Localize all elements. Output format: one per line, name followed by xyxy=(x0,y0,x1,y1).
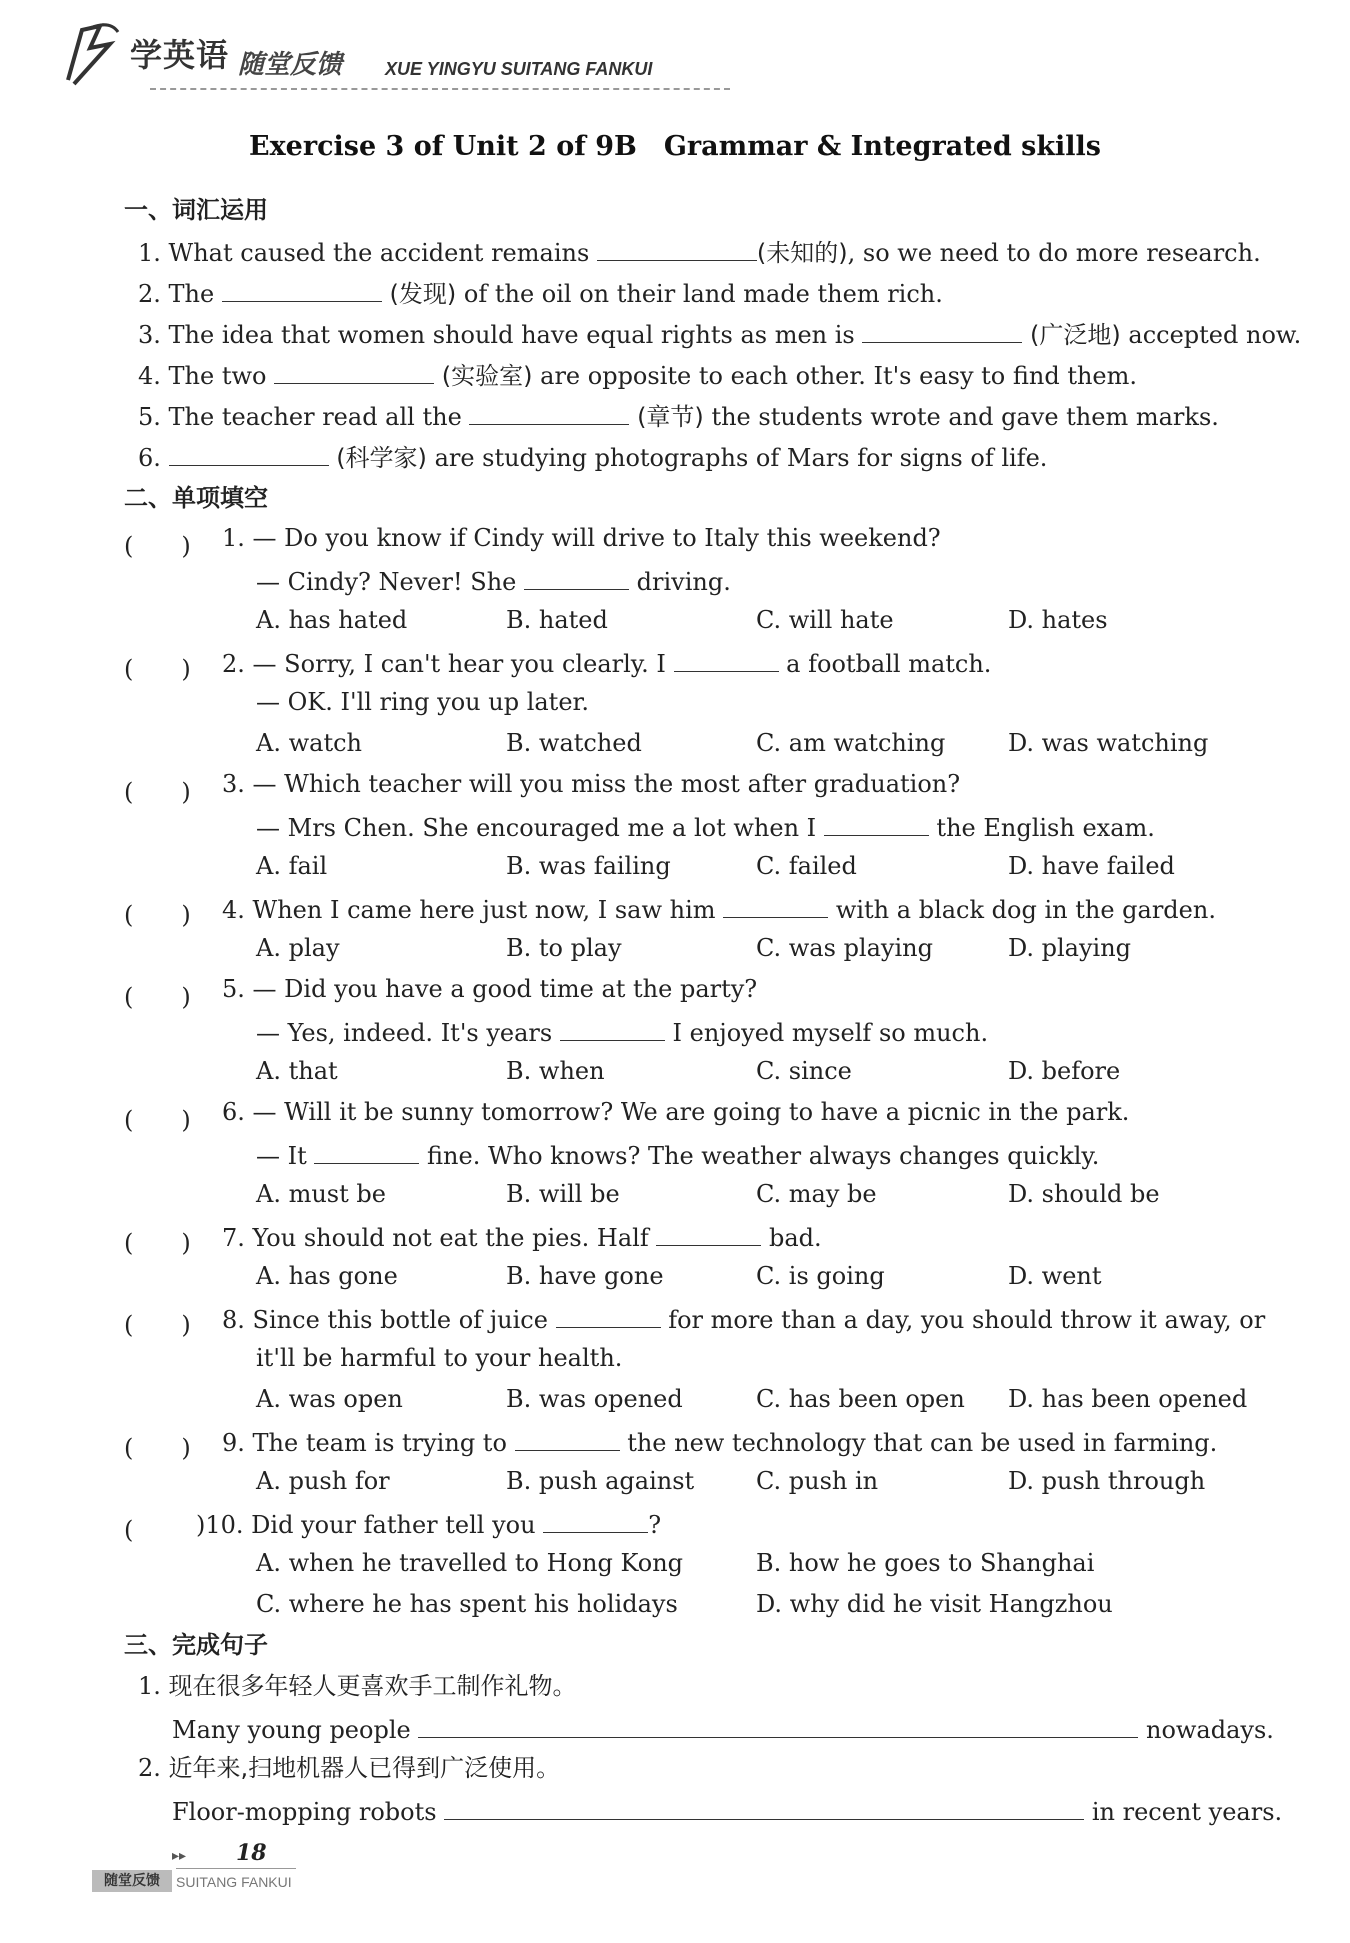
option-a: A. fail xyxy=(256,852,328,880)
item-number: 5. xyxy=(138,403,161,431)
vocab-item-5 xyxy=(138,402,1219,429)
option-c: C. where he has spent his holidays xyxy=(256,1590,678,1618)
question-text: bad. xyxy=(768,1224,822,1252)
question-text: a football match. xyxy=(786,650,992,678)
option-a: A. was open xyxy=(256,1385,403,1413)
item-number: 6. xyxy=(138,444,161,472)
question-text: — Cindy? Never! She xyxy=(256,568,517,596)
option-c: C. failed xyxy=(756,852,857,880)
answer-blank[interactable] xyxy=(656,1223,761,1246)
header-banner xyxy=(60,14,680,94)
item-text: the students wrote and gave them marks. xyxy=(711,403,1219,431)
translation-item-2 xyxy=(138,1756,560,1780)
footer-badge: 随堂反馈 xyxy=(92,1870,172,1892)
answer-blank[interactable] xyxy=(824,813,929,836)
option-c: C. push in xyxy=(756,1467,879,1495)
answer-blank[interactable] xyxy=(556,1305,661,1328)
question-1-line2 xyxy=(256,567,731,594)
option-d: D. before xyxy=(1008,1057,1121,1085)
question-number: 2. xyxy=(222,650,245,678)
header-divider xyxy=(150,88,730,90)
answer-paren[interactable]: ( ) xyxy=(124,1229,191,1257)
option-d: D. went xyxy=(1008,1262,1102,1290)
question-number: 9. xyxy=(222,1429,245,1457)
section3-heading: 三、完成句子 xyxy=(124,1631,268,1659)
question-number: 6. xyxy=(222,1098,245,1126)
question-6-line2 xyxy=(256,1141,1099,1168)
translation-item-1 xyxy=(138,1674,577,1698)
item-hint: (科学家) xyxy=(336,444,427,472)
option-a: A. when he travelled to Hong Kong xyxy=(256,1549,684,1577)
question-number: )10. xyxy=(196,1511,244,1539)
question-number: 4. xyxy=(222,896,245,924)
question-2-line2: — OK. I'll ring you up later. xyxy=(256,688,589,716)
question-text: — Mrs Chen. She encouraged me a lot when I xyxy=(256,814,817,842)
item-hint: (广泛地) xyxy=(1030,321,1121,349)
option-d: D. have failed xyxy=(1008,852,1175,880)
item-text: , so we need to do more research. xyxy=(847,239,1261,267)
option-b: B. was opened xyxy=(506,1385,683,1413)
option-a: A. that xyxy=(256,1057,338,1085)
question-text: with a black dog in the garden. xyxy=(835,896,1216,924)
option-b: B. was failing xyxy=(506,852,671,880)
footer-divider xyxy=(176,1868,296,1869)
answer-paren[interactable]: ( xyxy=(124,1516,182,1544)
answer-blank[interactable] xyxy=(222,279,382,302)
item-text: The idea that women should have equal rights as men is xyxy=(168,321,855,349)
option-d: D. has been opened xyxy=(1008,1385,1248,1413)
question-number: 7. xyxy=(222,1224,245,1252)
question-5 xyxy=(222,977,757,1001)
question-text: I enjoyed myself so much. xyxy=(672,1019,989,1047)
question-number: 8. xyxy=(222,1306,245,1334)
answer-blank[interactable] xyxy=(723,895,828,918)
option-a: A. must be xyxy=(256,1180,386,1208)
option-a: A. has gone xyxy=(256,1262,398,1290)
answer-blank[interactable] xyxy=(418,1715,1138,1738)
option-a: A. watch xyxy=(256,729,362,757)
answer-paren[interactable]: ( ) xyxy=(124,1106,191,1134)
option-d: D. push through xyxy=(1008,1467,1206,1495)
vocab-item-1 xyxy=(138,238,1261,265)
answer-blank[interactable] xyxy=(524,567,629,590)
item-text: of the oil on their land made them rich. xyxy=(463,280,943,308)
question-text: the new technology that can be used in farming. xyxy=(627,1429,1218,1457)
option-b: B. have gone xyxy=(506,1262,664,1290)
question-text: You should not eat the pies. Half xyxy=(252,1224,649,1252)
answer-paren[interactable]: ( ) xyxy=(124,1311,191,1339)
logo-title-en: XUE YINGYU SUITANG FANKUI xyxy=(385,59,653,79)
answer-paren[interactable]: ( ) xyxy=(124,901,191,929)
option-c: C. is going xyxy=(756,1262,885,1290)
option-c: C. has been open xyxy=(756,1385,965,1413)
answer-blank[interactable] xyxy=(674,649,779,672)
item-hint: (章节) xyxy=(637,403,704,431)
answer-paren[interactable]: ( ) xyxy=(124,1434,191,1462)
question-text: the English exam. xyxy=(936,814,1155,842)
question-text: — Will it be sunny tomorrow? We are going to have a picnic in the park. xyxy=(252,1098,1130,1126)
question-5-line2 xyxy=(256,1018,988,1045)
question-3 xyxy=(222,772,960,796)
item-number: 3. xyxy=(138,321,161,349)
question-text: — Did you have a good time at the party? xyxy=(252,975,758,1003)
item-text: The teacher read all the xyxy=(168,403,462,431)
answer-blank[interactable] xyxy=(274,361,434,384)
question-text: — Sorry, I can't hear you clearly. I xyxy=(252,650,666,678)
translation-item-1-answer xyxy=(172,1715,1274,1742)
item-text: are opposite to each other. It's easy to find them. xyxy=(540,362,1138,390)
item-text: What caused the accident remains xyxy=(168,239,590,267)
option-c: C. may be xyxy=(756,1180,877,1208)
answer-blank[interactable] xyxy=(560,1018,665,1041)
option-b: B. hated xyxy=(506,606,608,634)
option-c: C. since xyxy=(756,1057,852,1085)
section2-heading: 二、单项填空 xyxy=(124,484,268,512)
option-d: D. why did he visit Hangzhou xyxy=(756,1590,1113,1618)
question-text: Since this bottle of juice xyxy=(252,1306,548,1334)
item-hint: (未知的) xyxy=(756,239,848,267)
item-number: 4. xyxy=(138,362,161,390)
item-text: nowadays. xyxy=(1145,1716,1274,1744)
item-chinese: 现在很多年轻人更喜欢手工制作礼物。 xyxy=(168,1672,577,1700)
question-text: driving. xyxy=(636,568,731,596)
answer-paren[interactable]: ( ) xyxy=(124,983,191,1011)
answer-paren[interactable]: ( ) xyxy=(124,532,191,560)
item-hint: (发现) xyxy=(389,280,457,308)
answer-paren[interactable]: ( ) xyxy=(124,655,191,683)
item-hint: (实验室) xyxy=(441,362,533,390)
option-b: B. will be xyxy=(506,1180,620,1208)
answer-blank[interactable] xyxy=(597,238,757,261)
vocab-item-3 xyxy=(138,320,1301,347)
question-7 xyxy=(222,1223,822,1250)
option-d: D. was watching xyxy=(1008,729,1209,757)
logo-subtitle-cn: 随堂反馈 xyxy=(238,50,343,80)
item-number: 1. xyxy=(138,1672,161,1700)
question-text: When I came here just now, I saw him xyxy=(252,896,716,924)
question-number: 5. xyxy=(222,975,245,1003)
question-text: Did your father tell you xyxy=(251,1511,536,1539)
item-text: The two xyxy=(168,362,267,390)
question-text: The team is trying to xyxy=(252,1429,507,1457)
question-number: 3. xyxy=(222,770,245,798)
footer-label: SUITANG FANKUI xyxy=(176,1874,292,1890)
vocab-item-6 xyxy=(138,443,1047,470)
section1-heading: 一、词汇运用 xyxy=(124,196,268,224)
item-text: accepted now. xyxy=(1128,321,1302,349)
item-number: 2. xyxy=(138,280,161,308)
question-text: — Yes, indeed. It's years xyxy=(256,1019,553,1047)
question-8 xyxy=(222,1305,1265,1332)
answer-paren[interactable]: ( ) xyxy=(124,778,191,806)
option-b: B. how he goes to Shanghai xyxy=(756,1549,1095,1577)
question-3-line2 xyxy=(256,813,1155,840)
logo-title-cn: 学英语 xyxy=(130,36,230,74)
option-c: C. was playing xyxy=(756,934,933,962)
answer-blank[interactable] xyxy=(314,1141,419,1164)
question-8-line2: it'll be harmful to your health. xyxy=(256,1344,623,1372)
answer-blank[interactable] xyxy=(515,1428,620,1451)
item-text: The xyxy=(168,280,215,308)
question-text: for more than a day, you should throw it away, or xyxy=(668,1306,1266,1334)
option-b: B. to play xyxy=(506,934,622,962)
answer-blank[interactable] xyxy=(862,320,1022,343)
answer-blank[interactable] xyxy=(444,1797,1084,1820)
question-text: — Do you know if Cindy will drive to Italy this weekend? xyxy=(252,524,941,552)
translation-item-2-answer xyxy=(172,1797,1282,1824)
question-2 xyxy=(222,649,991,676)
question-text: — Which teacher will you miss the most after graduation? xyxy=(252,770,961,798)
question-number: 1. xyxy=(222,524,245,552)
option-a: A. has hated xyxy=(256,606,408,634)
answer-blank[interactable] xyxy=(543,1510,648,1533)
answer-blank[interactable] xyxy=(169,443,329,466)
question-9 xyxy=(222,1428,1217,1455)
vocab-item-4 xyxy=(138,361,1137,388)
item-text: are studying photographs of Mars for signs of life. xyxy=(434,444,1048,472)
question-4 xyxy=(222,895,1216,922)
item-chinese: 近年来,扫地机器人已得到广泛使用。 xyxy=(168,1754,561,1782)
option-a: A. play xyxy=(256,934,340,962)
question-text: — It xyxy=(256,1142,307,1170)
question-6 xyxy=(222,1100,1129,1124)
option-b: B. push against xyxy=(506,1467,695,1495)
page-title: Exercise 3 of Unit 2 of 9B Grammar & Integrated skills xyxy=(248,131,1102,162)
logo-icon xyxy=(60,18,120,88)
option-b: B. watched xyxy=(506,729,642,757)
option-b: B. when xyxy=(506,1057,605,1085)
question-1 xyxy=(222,526,941,550)
vocab-item-2 xyxy=(138,279,943,306)
option-d: D. should be xyxy=(1008,1180,1160,1208)
answer-blank[interactable] xyxy=(469,402,629,425)
option-d: D. playing xyxy=(1008,934,1132,962)
item-text: in recent years. xyxy=(1091,1798,1283,1826)
question-text: fine. Who knows? The weather always changes quickly. xyxy=(427,1142,1100,1170)
option-c: C. will hate xyxy=(756,606,894,634)
option-d: D. hates xyxy=(1008,606,1108,634)
item-number: 2. xyxy=(138,1754,161,1782)
item-number: 1. xyxy=(138,239,161,267)
question-text: ? xyxy=(648,1511,662,1539)
item-text: Floor-mopping robots xyxy=(172,1798,437,1826)
option-a: A. push for xyxy=(256,1467,390,1495)
option-c: C. am watching xyxy=(756,729,946,757)
double-arrow-icon: ▸▸ xyxy=(172,1848,187,1864)
question-10 xyxy=(196,1510,661,1537)
item-text: Many young people xyxy=(172,1716,411,1744)
page-number: 18 xyxy=(236,1840,267,1866)
